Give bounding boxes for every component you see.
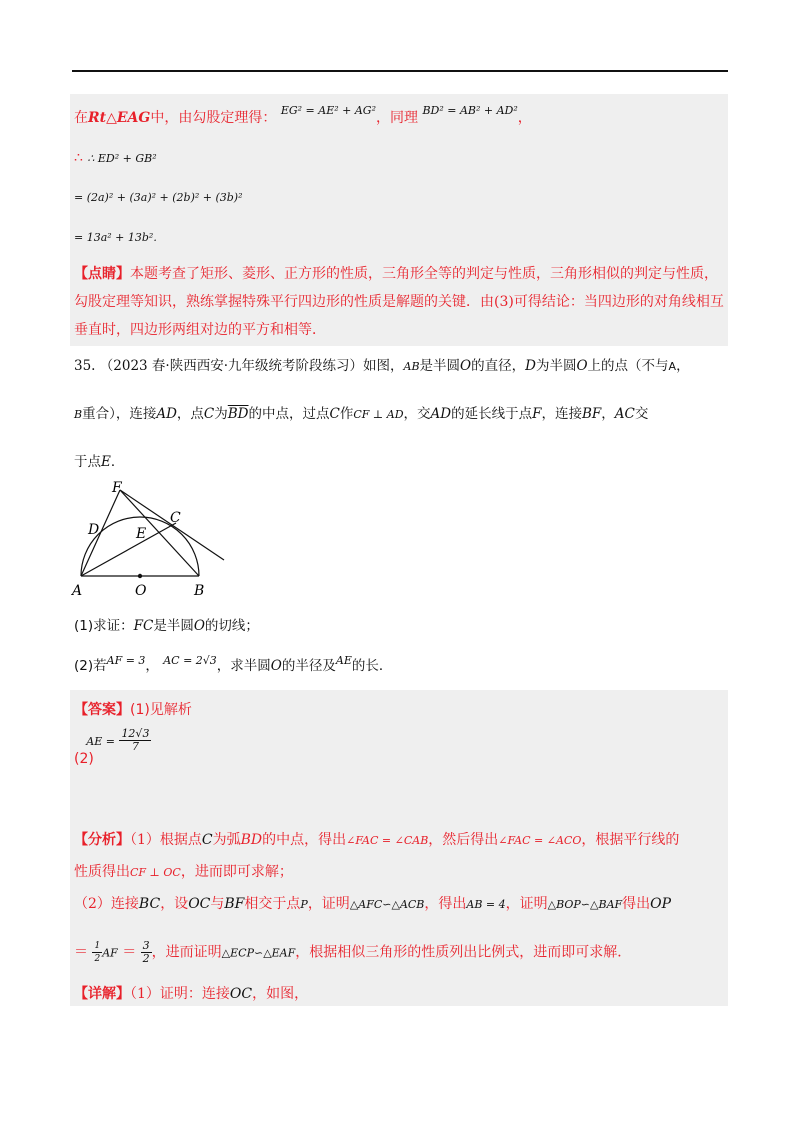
block1-line3: = (2a)² + (3a)² + (2b)² + (3b)² xyxy=(74,191,243,204)
answer-line2: (2) $^{AE =}$ $\frac{12√3}{7}$ xyxy=(74,727,150,767)
comment-line1: 【点睛】本题考查了矩形、菱形、正方形的性质，三角形全等的判定与性质，三角形相似的判定与性质， xyxy=(74,266,718,282)
label-a: A xyxy=(72,583,83,599)
label-b: B xyxy=(194,583,205,599)
analysis-line4: ＝ $\frac{1}{2}$ AF ＝ $\frac{3}{2}$ ，进而证明△ECP∽△EAF，根据相似三角形的性质列出比例式，进而即可求解． xyxy=(74,939,632,965)
comment-line2: 勾股定理等知识，熟练掌握特殊平行四边形的性质是解题的关键．由(3)可得结论：当四边形的对角线相互 xyxy=(74,294,724,310)
problem-line1: 35. （2023 春·陕西西安·九年级统考阶段练习）如图，AB是半圆O的直径，D为半圆O上的点（不与A， xyxy=(74,358,690,374)
segment-af xyxy=(81,490,120,576)
label-d: D xyxy=(88,522,100,538)
block1-line4: = 13a² + 13b². xyxy=(74,231,157,244)
geometry-figure xyxy=(66,476,236,602)
comment-line3: 垂直时，四边形两组对边的平方和相等． xyxy=(74,322,326,338)
segment-fb xyxy=(120,490,199,576)
header-rule xyxy=(72,70,728,72)
label-f: F xyxy=(112,480,122,496)
label-e: E xyxy=(136,526,147,542)
label-o: O xyxy=(135,583,147,599)
point-o-dot xyxy=(138,574,142,578)
analysis-line1: 【分析】（1）根据点C为弧BD的中点，得出∠FAC = ∠CAB，然后得出∠FAC = ∠ACO，根据平行线的 xyxy=(74,832,680,848)
block1-line2: ∴ ∴ ED² + GB² xyxy=(74,150,157,166)
block1-line1: 在Rt△EAG中，由勾股定理得： $^{EG^2 = AE^2 + AG^2}$，同理 $^{BD^2 = AB^2 + AD^2}$， xyxy=(74,104,532,126)
detail-line1: 【详解】（1）证明：连接OC，如图， xyxy=(74,986,309,1002)
analysis-line3: （2）连接BC，设OC与BF相交于点P，证明△AFC∽△ACB，得出AB = 4，证明△BOP∽△BAF得出OP xyxy=(74,896,672,912)
question-1: (1)求证：FC是半圆O的切线； xyxy=(74,618,259,634)
problem-line2: B重合），连接AD，点C为$\overline{BD}$的中点，过点C作CF ⊥ AD，交AD的延长线于点F，连接BF，AC交 xyxy=(74,406,649,422)
problem-line3: 于点E． xyxy=(74,454,125,470)
answer-line1: 【答案】(1)见解析 xyxy=(74,702,192,718)
question-2: (2)若$^{AF = 3}$， $^{AC = 2√3}$，求半圆O的半径及$^{AE}$的长． xyxy=(74,654,393,674)
analysis-line2: 性质得出CF ⊥ OC，进而即可求解； xyxy=(74,864,293,880)
label-c: C xyxy=(170,510,181,526)
